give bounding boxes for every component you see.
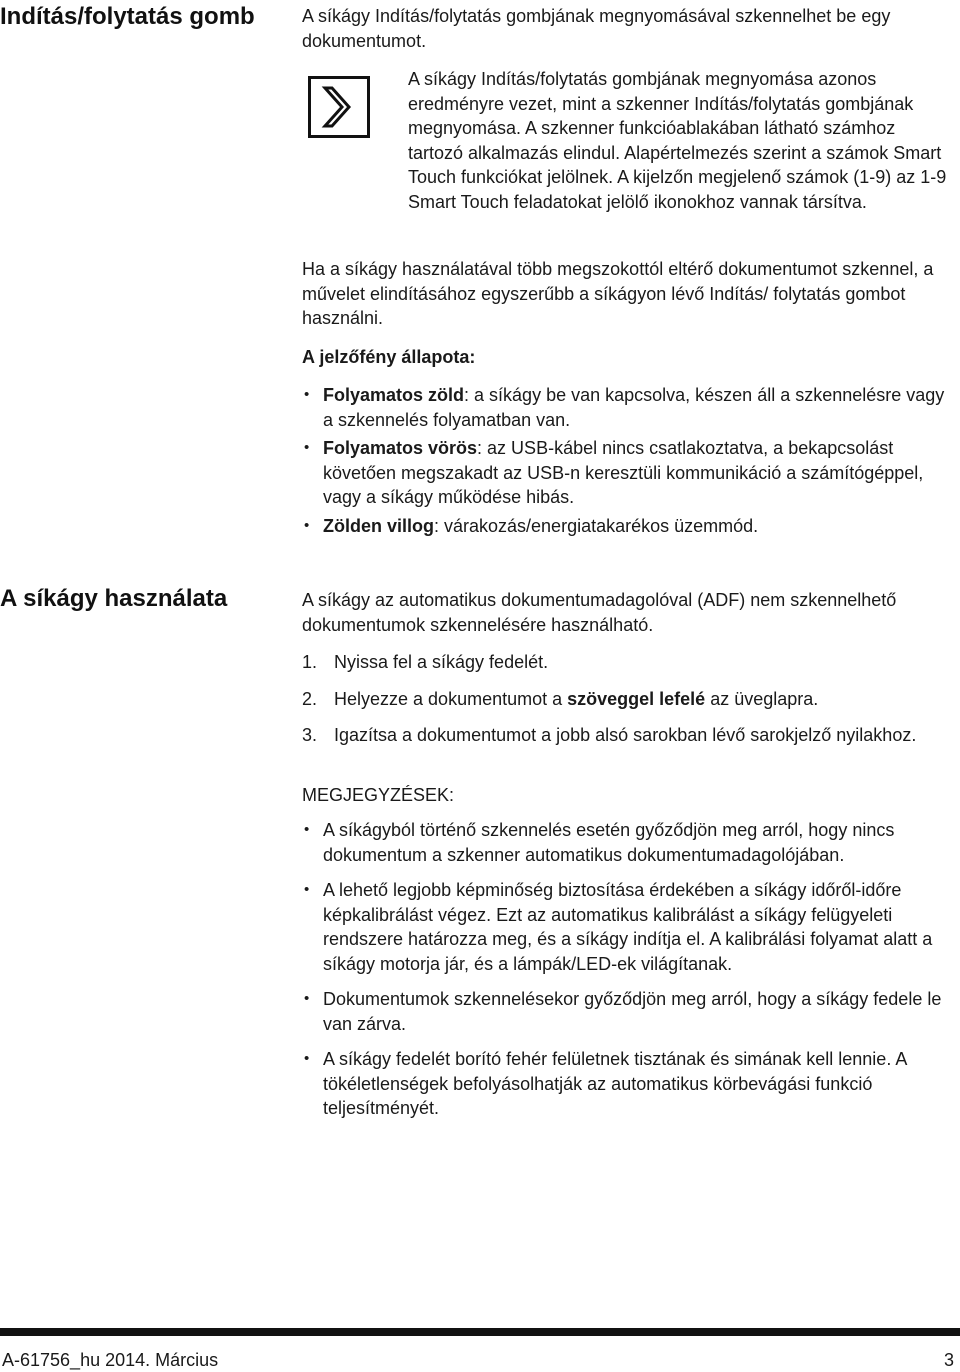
- note-item: • A síkágyból történő szkennelés esetén győződjön meg arról, hogy nincs dokumentum a szkenner automatikus dokumentumadagolójában.: [302, 818, 956, 867]
- steps-list: [302, 650, 956, 748]
- step-3: 3. Igazítsa a dokumentumot a jobb alsó sarokban lévő sarokjelző nyilakhoz.: [302, 725, 917, 745]
- footer-doc-id: A-61756_hu 2014. Március: [2, 1350, 219, 1370]
- note-item: • A síkágy fedelét borító fehér felületnek tisztának és simának kell lennie. A tökéletlenségek befolyásolhatják az automatikus körbevágási funkció teljesítményét.: [302, 1047, 956, 1121]
- status-list: [302, 383, 954, 538]
- start-resume-button-icon: [308, 76, 370, 138]
- note-item: • Dokumentumok szkennelésekor győződjön meg arról, hogy a síkágy fedele le van zárva.: [302, 987, 956, 1036]
- status-item-green: • Folyamatos zöld: a síkágy be van kapcsolva, készen áll a szkennelésre vagy a szkennelés folyamatban van.: [302, 383, 954, 432]
- page-number: 3: [943, 1350, 954, 1370]
- footer-rule: [0, 1328, 960, 1336]
- section1-icon-paragraph: A síkágy Indítás/folytatás gombjának megnyomása azonos eredményre vezet, mint a szkenner Indítás/folytatás gombjának megnyomása. A szkenner funkcióablakában látható számhoz tartozó alkalmazás elindul. Alapértelmezés szerint a számok Smart Touch funkciókat jelölnek. A kijelzőn megjelenő számok (1-9) az 1-9 Smart Touch feladatokat jelölő ikonokhoz vannak társítva.: [408, 69, 947, 212]
- step-2: 2. Helyezze a dokumentumot a szöveggel lefelé az üveglapra.: [302, 688, 819, 709]
- notes-list: [302, 818, 956, 1121]
- section1-paragraph-2: Ha a síkágy használatával több megszokottól eltérő dokumentumot szkennel, a művelet elindításához egyszerűbb a síkágyon lévő Indítás/ folytatás gombot használni.: [302, 259, 934, 328]
- section1-intro: A síkágy Indítás/folytatás gombjának megnyomásával szkennelhet be egy dokumentumot.: [302, 6, 891, 51]
- section2-intro: A síkágy az automatikus dokumentumadagolóval (ADF) nem szkennelhető dokumentumok szkennelésére használható.: [302, 590, 897, 635]
- note-item: • A lehető legjobb képminőség biztosítása érdekében a síkágy időről-időre képkalibrálást végez. Ezt az automatikus kalibrálást a síkágy felügyeleti rendszere határozza meg, és a síkágy indítja el. A kalibrálási folyamat alatt a síkágy motorja jár, és a lámpák/LED-ek világítanak.: [302, 878, 956, 976]
- status-item-blinking: • Zölden villog: várakozás/energiatakarékos üzemmód.: [302, 514, 954, 539]
- status-item-red: • Folyamatos vörös: az USB-kábel nincs csatlakoztatva, a bekapcsolást követően megszakadt az USB-n keresztüli kommunikáció a számítógéppel, vagy a síkágy működése hibás.: [302, 436, 954, 510]
- step-1: 1. Nyissa fel a síkágy fedelét.: [302, 652, 549, 672]
- status-heading: A jelzőfény állapota:: [302, 347, 476, 367]
- section-title-start-resume: Indítás/folytatás gomb: [0, 3, 255, 30]
- chevron-right-icon: [311, 79, 367, 135]
- section-title-flatbed-use: A síkágy használata: [0, 585, 228, 612]
- notes-heading: MEGJEGYZÉSEK:: [302, 785, 455, 805]
